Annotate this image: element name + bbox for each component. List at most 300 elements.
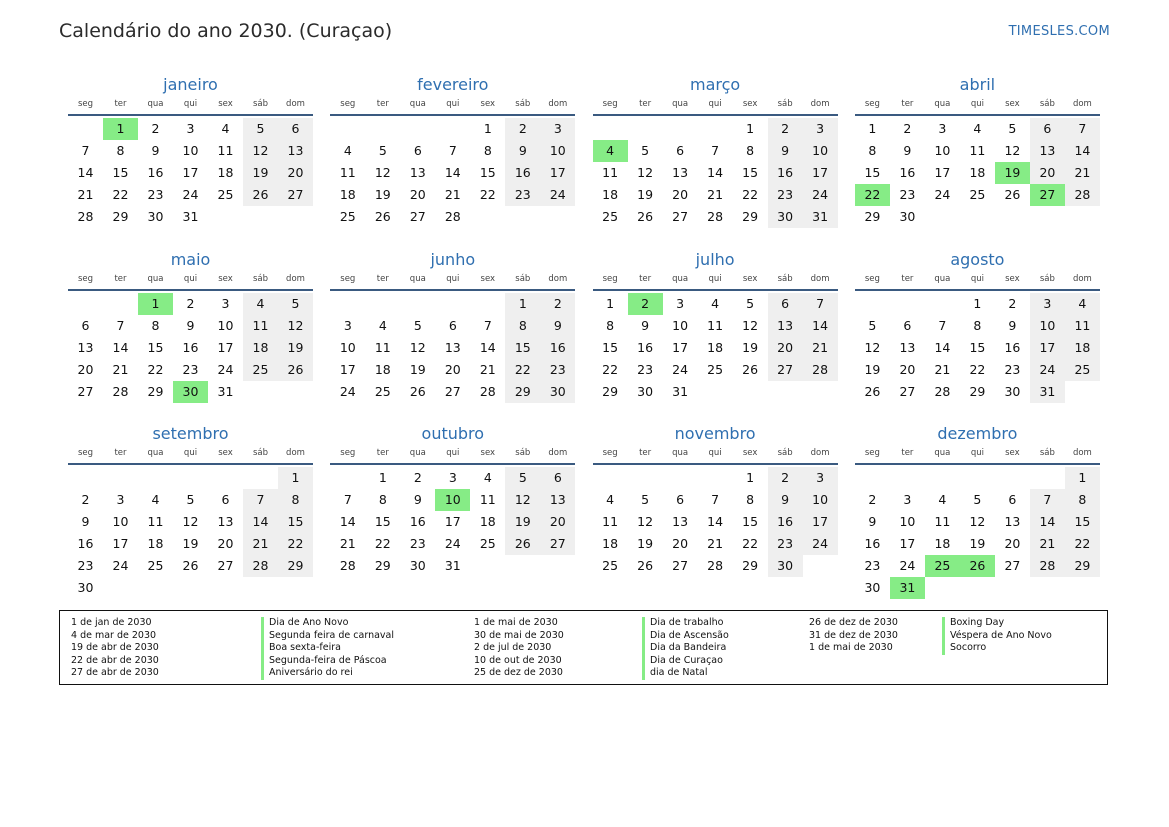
day-cell: 15 xyxy=(374,514,391,529)
month-janeiro xyxy=(68,74,313,249)
day-cell: 14 xyxy=(707,514,724,529)
day-cell: 20 xyxy=(217,536,234,551)
day-cell: 20 xyxy=(768,337,803,359)
weekday-label: sex xyxy=(218,448,233,458)
day-cell: 8 xyxy=(746,143,755,158)
day-cell: 2 xyxy=(768,467,803,489)
month-name: setembro xyxy=(152,424,229,443)
day-cell: 17 xyxy=(540,162,575,184)
day-cell: 10 xyxy=(899,514,916,529)
weekday-label: qua xyxy=(409,273,426,284)
weekday-label: dom xyxy=(1072,99,1092,109)
day-cell: 19 xyxy=(742,339,759,355)
day-cell: 3 xyxy=(803,118,838,140)
day-cell: 10 xyxy=(217,317,234,333)
day-cell: 21 xyxy=(1030,533,1065,555)
day-cell: 14 xyxy=(339,514,356,529)
day-cell: 22 xyxy=(1065,533,1100,555)
day-cell: 21 xyxy=(339,536,356,551)
empty-cell xyxy=(995,467,1030,489)
holiday-name: Segunda feira de carnaval xyxy=(261,630,394,643)
page-title: Calendário do ano 2030. (Curaçao) xyxy=(59,20,393,42)
empty-cell xyxy=(365,293,400,315)
empty-cell xyxy=(698,467,733,489)
weekday-label: sáb xyxy=(777,448,793,458)
days-grid xyxy=(330,467,575,577)
day-cell: 15 xyxy=(147,339,164,355)
day-cell: 16 xyxy=(540,337,575,359)
day-cell: 18 xyxy=(969,165,986,180)
day-cell: 26 xyxy=(409,383,426,399)
weekday-label: qua xyxy=(409,99,426,109)
day-cell: 30 xyxy=(768,206,803,228)
weekday-label: qua xyxy=(672,273,689,284)
weekday-label: qua xyxy=(409,448,426,458)
empty-cell xyxy=(330,293,365,315)
weekday-label: ter xyxy=(901,273,914,284)
day-cell: 4 xyxy=(711,295,720,311)
empty-cell xyxy=(890,467,925,489)
day-cell: 1 xyxy=(973,295,982,311)
day-cell: 8 xyxy=(278,489,313,511)
day-cell: 24 xyxy=(217,361,234,377)
day-cell: 7 xyxy=(938,317,947,333)
day-cell: 19 xyxy=(278,337,313,359)
day-cell: 24 xyxy=(1030,359,1065,381)
day-cell: 10 xyxy=(112,514,129,529)
day-cell: 16 xyxy=(77,536,94,551)
holiday-name: Segunda-feira de Páscoa xyxy=(261,655,387,668)
day-cell: 3 xyxy=(116,492,125,507)
day-cell: 14 xyxy=(243,511,278,533)
day-cell: 9 xyxy=(540,315,575,337)
day-cell: 8 xyxy=(116,143,125,158)
day-cell: 16 xyxy=(147,165,164,180)
month-fevereiro xyxy=(330,74,575,249)
day-cell: 12 xyxy=(637,514,654,529)
legend-item xyxy=(474,617,802,630)
day-cell: 7 xyxy=(343,492,352,507)
holiday-date: 30 de mai de 2030 xyxy=(474,629,564,641)
day-cell: 6 xyxy=(676,492,685,507)
day-cell: 12 xyxy=(505,489,540,511)
day-cell: 3 xyxy=(803,467,838,489)
weekday-label: qui xyxy=(446,99,460,109)
day-cell: 30 xyxy=(147,209,164,224)
weekday-label: ter xyxy=(376,99,389,109)
holiday-date: 2 de jul de 2030 xyxy=(474,642,552,653)
empty-cell xyxy=(173,467,208,489)
day-cell: 29 xyxy=(864,209,881,224)
weekday-header xyxy=(593,447,838,465)
weekday-label: qua xyxy=(672,448,689,458)
empty-cell xyxy=(68,118,103,140)
day-cell: 10 xyxy=(934,143,951,158)
day-cell: 20 xyxy=(672,536,689,551)
weekday-label: qui xyxy=(970,273,984,284)
holiday-day-cell: 26 xyxy=(960,555,995,577)
day-cell: 17 xyxy=(899,536,916,551)
day-cell: 25 xyxy=(243,359,278,381)
day-cell: 16 xyxy=(182,339,199,355)
legend-item xyxy=(71,617,421,630)
day-cell: 28 xyxy=(339,558,356,573)
day-cell: 6 xyxy=(768,293,803,315)
month-name: abril xyxy=(959,75,996,94)
day-cell: 1 xyxy=(746,121,755,136)
day-cell: 13 xyxy=(1030,140,1065,162)
weekday-label: sex xyxy=(480,448,496,458)
day-cell: 8 xyxy=(483,143,492,158)
day-cell: 15 xyxy=(602,339,619,355)
day-cell: 16 xyxy=(768,511,803,533)
weekday-label: qui xyxy=(970,99,984,109)
day-cell: 4 xyxy=(483,470,492,485)
holiday-day-cell: 19 xyxy=(995,162,1030,184)
day-cell: 9 xyxy=(151,143,160,158)
day-cell: 16 xyxy=(864,536,881,551)
day-cell: 14 xyxy=(1030,511,1065,533)
day-cell: 29 xyxy=(969,383,986,399)
day-cell: 8 xyxy=(746,492,755,507)
day-cell: 23 xyxy=(864,558,881,573)
weekday-label: sáb xyxy=(252,448,269,458)
weekday-label: sáb xyxy=(777,99,793,109)
legend-item xyxy=(71,667,421,680)
days-grid xyxy=(593,467,838,577)
day-cell: 21 xyxy=(707,536,724,551)
day-cell: 28 xyxy=(934,383,951,399)
day-cell: 7 xyxy=(711,143,720,158)
day-cell: 20 xyxy=(899,361,916,377)
day-cell: 8 xyxy=(868,143,877,158)
weekday-label: seg xyxy=(864,448,880,458)
day-cell: 3 xyxy=(938,121,947,136)
day-cell: 18 xyxy=(934,536,951,551)
day-cell: 3 xyxy=(676,295,685,311)
day-cell: 24 xyxy=(899,558,916,573)
holiday-date: 19 de abr de 2030 xyxy=(71,642,159,653)
holiday-name: Socorro xyxy=(942,642,986,655)
day-cell: 13 xyxy=(540,489,575,511)
day-cell: 1 xyxy=(868,121,877,136)
holiday-name: Boxing Day xyxy=(942,617,1004,630)
day-cell: 21 xyxy=(112,361,129,377)
day-cell: 9 xyxy=(81,514,90,529)
weekday-label: qua xyxy=(672,99,689,109)
holiday-name: Dia de Ascensão xyxy=(642,630,729,643)
day-cell: 28 xyxy=(1065,184,1100,206)
day-cell: 20 xyxy=(409,187,426,202)
day-cell: 8 xyxy=(606,317,615,333)
day-cell: 22 xyxy=(112,187,129,202)
day-cell: 23 xyxy=(77,558,94,573)
day-cell: 29 xyxy=(1065,555,1100,577)
day-cell: 19 xyxy=(243,162,278,184)
empty-cell xyxy=(855,293,890,315)
weekday-label: ter xyxy=(639,273,652,284)
weekday-label: qua xyxy=(934,99,951,109)
day-cell: 9 xyxy=(186,317,195,333)
day-cell: 3 xyxy=(903,492,912,507)
day-cell: 22 xyxy=(742,536,759,551)
empty-cell xyxy=(855,467,890,489)
day-cell: 19 xyxy=(637,536,654,551)
day-cell: 24 xyxy=(672,361,689,377)
month-março xyxy=(593,74,838,249)
day-cell: 9 xyxy=(903,143,912,158)
day-cell: 27 xyxy=(77,383,94,399)
day-cell: 28 xyxy=(1030,555,1065,577)
day-cell: 23 xyxy=(540,359,575,381)
holiday-name: Dia de trabalho xyxy=(642,617,723,630)
day-cell: 11 xyxy=(374,339,391,355)
day-cell: 5 xyxy=(243,118,278,140)
weekday-label: sex xyxy=(1005,448,1020,458)
day-cell: 29 xyxy=(742,209,759,224)
day-cell: 18 xyxy=(339,187,356,202)
days-grid xyxy=(593,118,838,228)
day-cell: 19 xyxy=(969,536,986,551)
weekday-label: sex xyxy=(218,273,233,284)
weekday-label: dom xyxy=(1072,448,1092,458)
day-cell: 1 xyxy=(746,470,755,485)
weekday-label: ter xyxy=(901,99,914,109)
weekday-label: sáb xyxy=(252,99,269,109)
day-cell: 31 xyxy=(444,558,461,573)
empty-cell xyxy=(103,467,138,489)
day-cell: 15 xyxy=(1065,511,1100,533)
empty-cell xyxy=(243,467,278,489)
weekday-label: seg xyxy=(77,273,94,284)
day-cell: 6 xyxy=(540,467,575,489)
day-cell: 7 xyxy=(1030,489,1065,511)
day-cell: 4 xyxy=(151,492,160,507)
day-cell: 30 xyxy=(864,580,881,595)
day-cell: 10 xyxy=(182,143,199,158)
day-cell: 8 xyxy=(151,317,160,333)
day-cell: 1 xyxy=(1065,467,1100,489)
day-cell: 30 xyxy=(637,383,654,399)
day-cell: 25 xyxy=(479,536,496,551)
day-cell: 30 xyxy=(540,381,575,403)
empty-cell xyxy=(698,118,733,140)
day-cell: 29 xyxy=(147,383,164,399)
day-cell: 10 xyxy=(803,140,838,162)
day-cell: 22 xyxy=(374,536,391,551)
legend-item xyxy=(71,642,421,655)
month-name: agosto xyxy=(950,249,1005,269)
legend-item xyxy=(809,617,1102,630)
day-cell: 11 xyxy=(147,514,164,529)
day-cell: 3 xyxy=(343,317,352,333)
weekday-label: dom xyxy=(548,99,568,109)
weekday-label: seg xyxy=(602,273,618,284)
weekday-label: dom xyxy=(286,448,305,458)
day-cell: 4 xyxy=(1065,293,1100,315)
day-cell: 19 xyxy=(409,361,426,377)
empty-cell xyxy=(68,467,103,489)
weekday-label: sáb xyxy=(252,273,269,284)
day-cell: 16 xyxy=(505,162,540,184)
day-cell: 26 xyxy=(637,558,654,573)
day-cell: 10 xyxy=(672,317,689,333)
holiday-date: 1 de mai de 2030 xyxy=(809,642,893,653)
day-cell: 27 xyxy=(672,558,689,573)
day-cell: 27 xyxy=(768,359,803,381)
day-cell: 2 xyxy=(505,118,540,140)
empty-cell xyxy=(103,293,138,315)
weekday-label: sex xyxy=(1005,273,1020,284)
weekday-label: ter xyxy=(376,273,389,284)
day-cell: 2 xyxy=(186,295,195,311)
empty-cell xyxy=(925,293,960,315)
day-cell: 6 xyxy=(278,118,313,140)
weekday-label: dom xyxy=(810,273,830,284)
brand-link[interactable]: TIMESLES.COM xyxy=(1008,24,1110,39)
holiday-name: Dia da Bandeira xyxy=(642,642,726,655)
weekday-label: dom xyxy=(286,273,305,284)
day-cell: 29 xyxy=(278,555,313,577)
day-cell: 23 xyxy=(637,361,654,377)
weekday-label: qua xyxy=(934,448,951,458)
day-cell: 9 xyxy=(505,140,540,162)
holiday-legend xyxy=(59,610,1108,685)
weekday-label: qui xyxy=(708,448,722,458)
day-cell: 27 xyxy=(278,184,313,206)
day-cell: 26 xyxy=(182,558,199,573)
day-cell: 29 xyxy=(505,381,540,403)
month-novembro xyxy=(593,423,838,598)
day-cell: 2 xyxy=(903,121,912,136)
day-cell: 21 xyxy=(1065,162,1100,184)
empty-cell xyxy=(208,467,243,489)
day-cell: 5 xyxy=(1008,121,1017,136)
legend-item xyxy=(809,642,1102,655)
days-grid xyxy=(855,118,1100,228)
day-cell: 6 xyxy=(676,143,685,158)
day-cell: 5 xyxy=(186,492,195,507)
day-cell: 23 xyxy=(409,536,426,551)
holiday-name: Dia de Curaçao xyxy=(642,655,723,668)
day-cell: 11 xyxy=(243,315,278,337)
empty-cell xyxy=(330,467,365,489)
day-cell: 27 xyxy=(444,383,461,399)
day-cell: 3 xyxy=(186,121,195,136)
day-cell: 26 xyxy=(278,359,313,381)
day-cell: 9 xyxy=(1008,317,1017,333)
weekday-header xyxy=(593,273,838,291)
holiday-date: 1 de jan de 2030 xyxy=(71,617,152,628)
weekday-label: seg xyxy=(77,448,94,458)
day-cell: 19 xyxy=(182,536,199,551)
day-cell: 5 xyxy=(505,467,540,489)
day-cell: 24 xyxy=(339,383,356,399)
day-cell: 28 xyxy=(479,383,496,399)
day-cell: 25 xyxy=(1065,359,1100,381)
day-cell: 22 xyxy=(147,361,164,377)
day-cell: 14 xyxy=(1065,140,1100,162)
days-grid xyxy=(68,467,313,599)
day-cell: 29 xyxy=(112,209,129,224)
day-cell: 28 xyxy=(112,383,129,399)
day-cell: 17 xyxy=(339,361,356,377)
holiday-name: Véspera de Ano Novo xyxy=(942,630,1052,643)
day-cell: 15 xyxy=(278,511,313,533)
day-cell: 16 xyxy=(899,165,916,180)
day-cell: 11 xyxy=(1065,315,1100,337)
weekday-label: seg xyxy=(340,448,356,458)
day-cell: 17 xyxy=(1030,337,1065,359)
holiday-day-cell: 27 xyxy=(1030,184,1065,206)
day-cell: 11 xyxy=(602,165,619,180)
legend-column xyxy=(474,617,802,680)
day-cell: 17 xyxy=(803,511,838,533)
weekday-label: dom xyxy=(810,448,830,458)
days-grid xyxy=(330,118,575,228)
empty-cell xyxy=(68,293,103,315)
day-cell: 18 xyxy=(217,165,234,180)
day-cell: 25 xyxy=(602,209,619,224)
weekday-label: qua xyxy=(147,448,164,458)
month-outubro xyxy=(330,423,575,598)
day-cell: 21 xyxy=(803,337,838,359)
day-cell: 15 xyxy=(742,165,759,180)
day-cell: 13 xyxy=(217,514,234,529)
month-name: julho xyxy=(695,249,735,269)
legend-item xyxy=(809,630,1102,643)
day-cell: 28 xyxy=(243,555,278,577)
day-cell: 27 xyxy=(672,209,689,224)
empty-cell xyxy=(470,293,505,315)
day-cell: 27 xyxy=(217,558,234,573)
holiday-day-cell: 1 xyxy=(138,293,173,315)
day-cell: 12 xyxy=(969,514,986,529)
month-name: dezembro xyxy=(937,424,1018,443)
empty-cell xyxy=(593,118,628,140)
holiday-name: dia de Natal xyxy=(642,667,708,680)
weekday-label: seg xyxy=(340,273,356,284)
day-cell: 28 xyxy=(803,359,838,381)
holiday-day-cell: 1 xyxy=(103,118,138,140)
day-cell: 23 xyxy=(899,187,916,202)
day-cell: 29 xyxy=(374,558,391,573)
day-cell: 13 xyxy=(1004,514,1021,529)
legend-column xyxy=(71,617,421,680)
day-cell: 12 xyxy=(278,315,313,337)
day-cell: 8 xyxy=(505,315,540,337)
day-cell: 15 xyxy=(479,165,496,180)
day-cell: 15 xyxy=(112,165,129,180)
day-cell: 19 xyxy=(374,187,391,202)
day-cell: 5 xyxy=(641,143,650,158)
day-cell: 14 xyxy=(77,165,94,180)
day-cell: 18 xyxy=(602,536,619,551)
weekday-label: qui xyxy=(708,99,722,109)
holiday-date: 4 de mar de 2030 xyxy=(71,629,157,641)
day-cell: 27 xyxy=(409,209,426,224)
day-cell: 23 xyxy=(768,184,803,206)
day-cell: 26 xyxy=(864,383,881,399)
day-cell: 24 xyxy=(112,558,129,573)
weekday-header xyxy=(68,98,313,116)
day-cell: 30 xyxy=(409,558,426,573)
legend-column xyxy=(809,617,1102,655)
day-cell: 14 xyxy=(707,165,724,180)
day-cell: 18 xyxy=(243,337,278,359)
weekday-label: dom xyxy=(286,99,305,109)
day-cell: 3 xyxy=(221,295,230,311)
